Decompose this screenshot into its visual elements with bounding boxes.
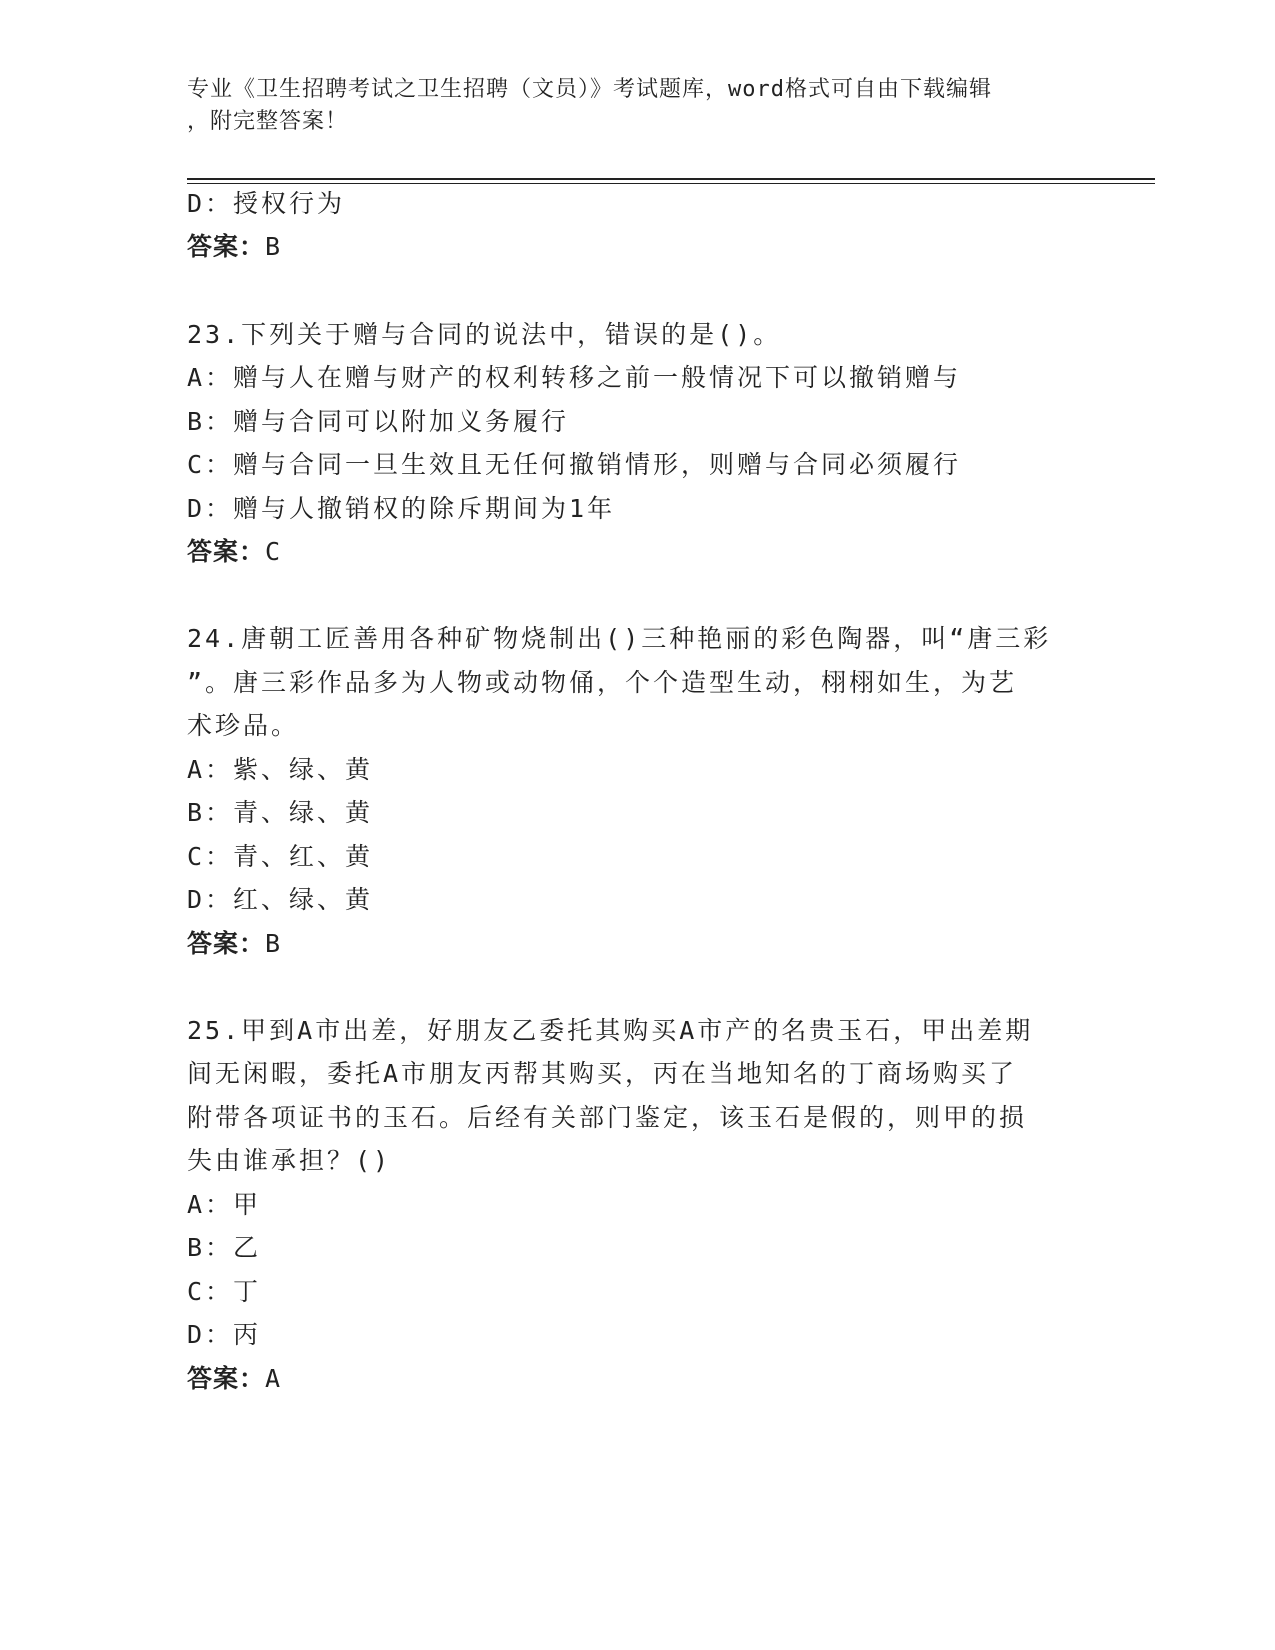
answer-value: A bbox=[265, 1364, 282, 1393]
question-23-option-a: A：赠与人在赠与财产的权利转移之前一般情况下可以撤销赠与 bbox=[187, 363, 962, 392]
header-line-1: 专业《卫生招聘考试之卫生招聘（文员）》考试题库，word格式可自由下载编辑 bbox=[187, 77, 992, 102]
question-25-answer bbox=[187, 1362, 281, 1396]
question-24-option-d: D：红、绿、黄 bbox=[187, 885, 374, 914]
question-25-option-c: C：丁 bbox=[187, 1277, 262, 1306]
carryover-option-d: D：授权行为 bbox=[187, 189, 346, 218]
answer-label: 答案： bbox=[187, 1364, 266, 1393]
question-24-option-a: A：紫、绿、黄 bbox=[187, 755, 374, 784]
question-23-answer bbox=[187, 535, 281, 569]
question-25-stem-line-4: 失由谁承担？() bbox=[187, 1146, 392, 1175]
answer-label: 答案： bbox=[187, 232, 266, 261]
question-25-option-a: A：甲 bbox=[187, 1190, 262, 1219]
answer-value: B bbox=[265, 929, 282, 958]
document-header bbox=[187, 74, 1067, 138]
question-24-option-c: C：青、红、黄 bbox=[187, 842, 374, 871]
answer-value: B bbox=[265, 232, 282, 261]
question-23-option-d: D：赠与人撤销权的除斥期间为1年 bbox=[187, 494, 616, 523]
question-23-option-b: B：赠与合同可以附加义务履行 bbox=[187, 407, 570, 436]
question-25-stem-line-3: 附带各项证书的玉石。后经有关部门鉴定，该玉石是假的，则甲的损 bbox=[187, 1103, 1028, 1132]
answer-label: 答案： bbox=[187, 537, 266, 566]
question-25-option-b: B：乙 bbox=[187, 1233, 262, 1262]
header-line-2: ，附完整答案！ bbox=[187, 109, 349, 134]
question-25-option-d: D：丙 bbox=[187, 1320, 262, 1349]
question-24-answer bbox=[187, 927, 281, 961]
question-24-stem-line-1: 24.唐朝工匠善用各种矿物烧制出()三种艳丽的彩色陶器，叫“唐三彩 bbox=[187, 624, 1052, 653]
header-divider-thin bbox=[187, 183, 1155, 184]
question-24-stem-line-3: 术珍品。 bbox=[187, 711, 300, 740]
header-divider-thick bbox=[187, 178, 1155, 180]
answer-value: C bbox=[265, 537, 282, 566]
question-24-option-b: B：青、绿、黄 bbox=[187, 798, 374, 827]
question-23-stem-line-1: 23.下列关于赠与合同的说法中，错误的是()。 bbox=[187, 320, 782, 349]
question-25-stem-line-2: 间无闲暇，委托A市朋友丙帮其购买，丙在当地知名的丁商场购买了 bbox=[187, 1059, 1018, 1088]
answer-label: 答案： bbox=[187, 929, 266, 958]
question-25-stem-line-1: 25.甲到A市出差，好朋友乙委托其购买A市产的名贵玉石，甲出差期 bbox=[187, 1016, 1034, 1045]
carryover-answer bbox=[187, 230, 281, 264]
question-23-option-c: C：赠与合同一旦生效且无任何撤销情形，则赠与合同必须履行 bbox=[187, 450, 962, 479]
question-24-stem-line-2: ”。唐三彩作品多为人物或动物俑，个个造型生动，栩栩如生，为艺 bbox=[187, 668, 1018, 697]
